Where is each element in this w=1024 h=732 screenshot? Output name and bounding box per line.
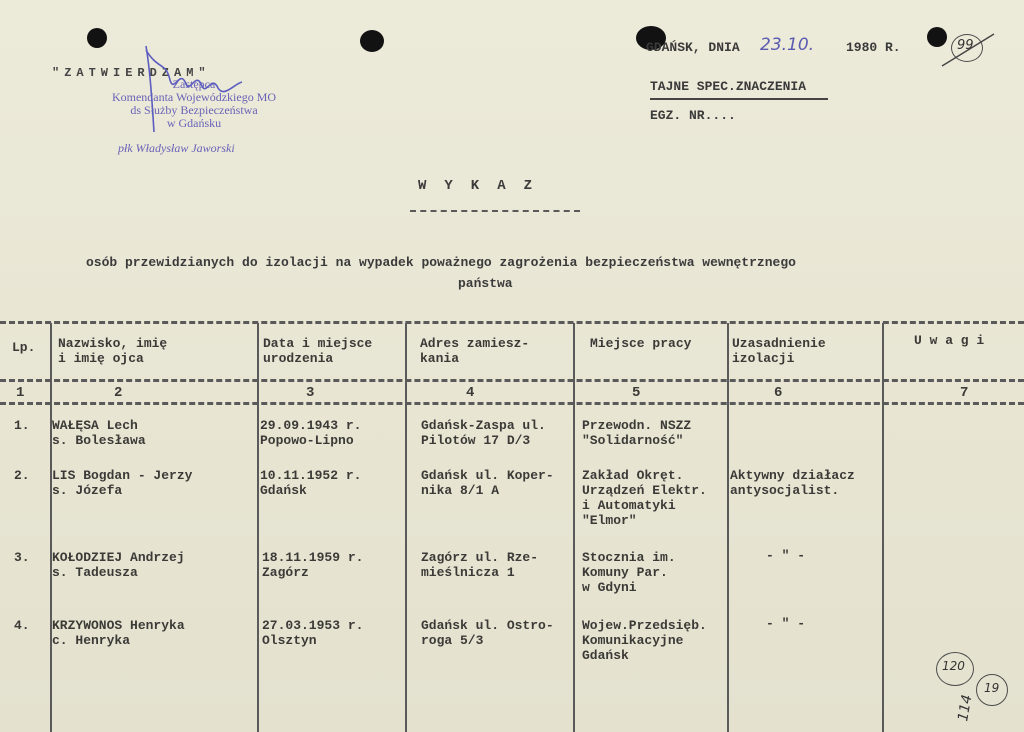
table-row-name: KOŁODZIEJ Andrzej s. Tadeusza [52,550,185,580]
column-number: 5 [632,385,641,401]
table-row-reason: - " - [766,616,806,631]
place-date-prefix: GDAŃSK, DNIA [646,40,740,55]
archive-pencil-note: 114 [955,693,976,723]
table-header-birth: Data i miejsce urodzenia [263,336,373,366]
classification-label: TAJNE SPEC.ZNACZENIA [650,79,807,94]
stamp-line: Komendanta Wojewódzkiego MO [111,90,277,104]
column-number: 1 [16,385,25,401]
table-row-reason: - " - [766,548,806,563]
classification-underline [650,98,828,100]
table-row-lp: 3. [14,550,30,565]
document-subtitle: osób przewidzianych do izolacji na wypadek poważnego zagrożenia bezpieczeństwa wewnętrznego [86,255,796,270]
table-header-address: Adres zamiesz- kania [420,336,530,366]
table-header-work: Miejsce pracy [590,336,692,351]
table-rule-numbers [0,402,1024,405]
approval-signatory: płk Władysław Jaworski [118,141,235,155]
table-header-reason: Uzasadnienie izolacji [732,336,826,366]
date-year: 1980 R. [846,40,901,55]
stamp-line: Zastępca [172,77,216,91]
table-row-address: Zagórz ul. Rze- mieślnicza 1 [421,550,539,580]
table-col-rule [257,323,259,732]
table-row-address: Gdańsk ul. Ostro- roga 5/3 [421,618,554,648]
table-row-address: Gdańsk ul. Koper- nika 8/1 A [421,468,554,498]
table-rule-top [0,321,1024,324]
table-col-rule [727,323,729,732]
table-row-lp: 4. [14,618,30,633]
table-row-work: Zakład Okręt. Urządzeń Elektr. i Automatyki "Elmor" [582,468,707,528]
archive-number-mark: 120 [942,659,965,673]
table-row-work: Wojew.Przedsięb. Komunikacyjne Gdańsk [582,618,707,663]
page-number-strike [940,30,996,70]
table-row-lp: 1. [14,418,30,433]
punch-hole [360,30,384,52]
stamp-line: w Gdańsku [166,116,222,130]
signature-scribble [124,40,254,135]
table-col-rule [50,323,52,732]
column-number: 2 [114,385,123,401]
table-row-name: LIS Bogdan - Jerzy s. Józefa [52,468,193,498]
table-row-name: KRZYWONOS Henryka c. Henryka [52,618,185,648]
table-row-birth: 10.11.1952 r. Gdańsk [260,468,362,498]
table-row-name: WAŁĘSA Lech s. Bolesława [52,418,146,448]
table-row-birth: 27.03.1953 r. Olsztyn [262,618,364,648]
punch-hole [87,28,107,48]
copy-number: EGZ. NR.... [650,108,736,123]
approval-label: "ZATWIERDZAM" [52,66,211,80]
table-header-name: Nazwisko, imię i imię ojca [58,336,168,366]
table-row-reason: Aktywny działacz antysocjalist. [730,468,855,498]
archive-number-mark-2: 19 [984,681,1000,695]
stamp-line: ds Służby Bezpieczeństwa [130,103,258,117]
handwritten-date: 23.10. [760,35,815,55]
document-title: WYKAZ [418,178,551,194]
column-number: 6 [774,385,783,401]
column-number: 3 [306,385,315,401]
column-number: 7 [960,385,969,401]
table-row-lp: 2. [14,468,30,483]
table-header-lp: Lp. [12,340,36,355]
title-underline [410,210,580,212]
table-row-birth: 29.09.1943 r. Popowo-Lipno [260,418,362,448]
table-row-birth: 18.11.1959 r. Zagórz [262,550,364,580]
table-row-work: Stocznia im. Komuny Par. w Gdyni [582,550,676,595]
table-col-rule [405,323,407,732]
page-number-mark: 99 [957,38,974,53]
table-header-notes: U w a g i [914,333,985,348]
table-row-address: Gdańsk-Zaspa ul. Pilotów 17 D/3 [421,418,546,448]
table-rule-header [0,379,1024,382]
table-col-rule [573,323,575,732]
column-number: 4 [466,385,475,401]
document-subtitle-cont: państwa [458,276,513,291]
table-col-rule [882,323,884,732]
table-row-work: Przewodn. NSZZ "Solidarność" [582,418,692,448]
